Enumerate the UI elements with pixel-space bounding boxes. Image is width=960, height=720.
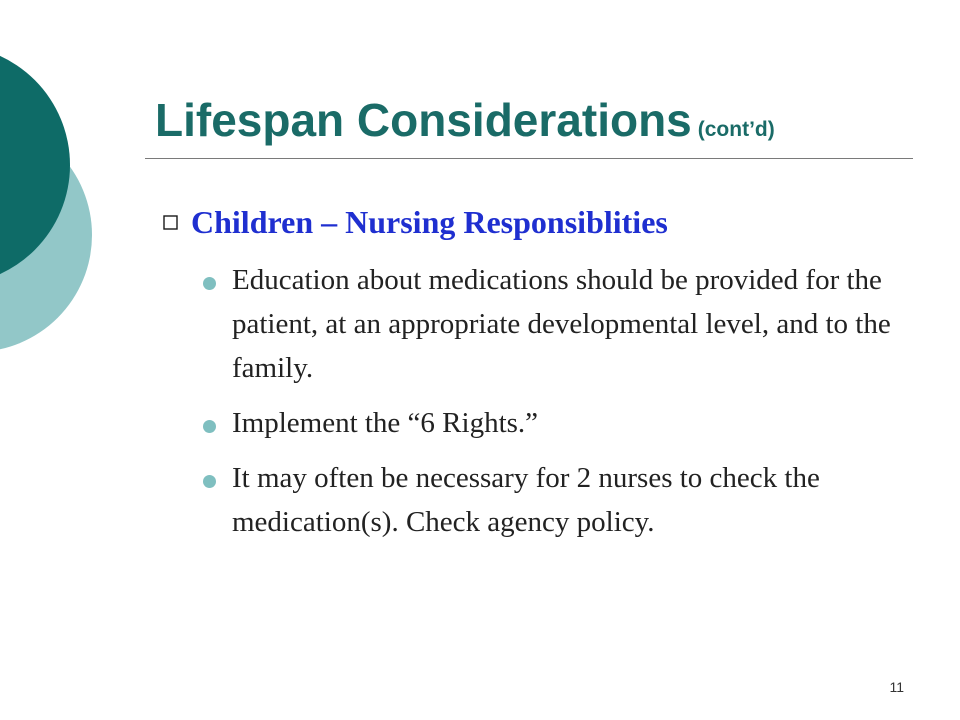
title-suffix: (cont’d) bbox=[697, 118, 775, 141]
list-item bbox=[203, 401, 923, 445]
teal-dot-bullet-icon bbox=[203, 475, 216, 488]
bullet-list bbox=[203, 258, 923, 555]
page-number: 11 bbox=[889, 679, 904, 695]
bullet-text: Implement the “6 Rights.” bbox=[232, 407, 539, 439]
list-item bbox=[203, 258, 923, 390]
decorative-circles bbox=[0, 0, 110, 400]
title-divider bbox=[145, 158, 913, 159]
title-main: Lifespan Considerations bbox=[155, 94, 692, 146]
hollow-square-bullet-icon bbox=[163, 215, 178, 230]
teal-dot-bullet-icon bbox=[203, 277, 216, 290]
bullet-text: It may often be necessary for 2 nurses to check the medication(s). Check agency policy. bbox=[232, 462, 820, 538]
list-item bbox=[203, 456, 923, 544]
teal-dot-bullet-icon bbox=[203, 420, 216, 433]
slide-title bbox=[155, 92, 775, 158]
bullet-text: Education about medications should be provided for the patient, at an appropriate developmental level, and to the family. bbox=[232, 264, 891, 384]
section-heading-text: Children – Nursing Responsiblities bbox=[191, 204, 668, 240]
